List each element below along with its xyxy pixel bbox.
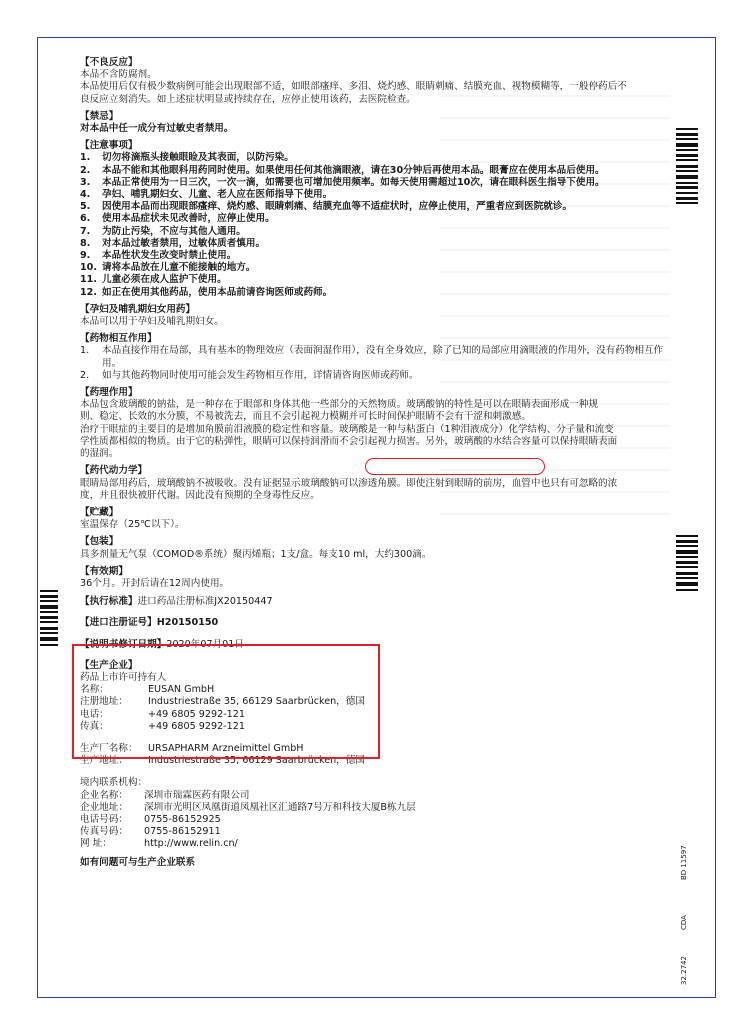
list-item: 9. 本品性状发生改变时禁止使用。 [80,250,237,262]
domestic-row: 电话号码： 0755-86152925 [80,813,221,825]
license-value: H20150150 [156,617,219,629]
adverse-heading: 【不良反应】 [80,57,138,68]
adverse-line: 本品不含防腐剂。 [80,69,157,81]
domestic-row: 网 址： http://www.relin.cn/ [80,838,238,850]
revision-heading: 【说明书修订日期】 [80,638,167,650]
domestic-row: 企业名称： 深圳市瑞霖医药有限公司 [80,789,250,801]
interaction-heading: 【药物相互作用】 [80,333,157,345]
pharmacokinetics-line: 眼睛局部用药后，玻璃酸钠不被吸收。没有证据显示玻璃酸钠可以渗透角膜。即使注射到眼睛的前房，血管中也只有可忽略的浓 [80,477,618,489]
side-code-cda: CDA [680,915,688,930]
license-row [80,617,670,629]
list-item: 12. 如正在使用其他药品，使用本品前请咨询医师或药师。 [80,286,333,298]
barcode-right-top [676,128,698,204]
holder-row: 注册地址： Industriestraße 35, 66129 Saarbrücken，德国 [80,696,365,708]
holder-row: 名称： EUSAN GmbH [80,684,215,696]
package-heading: 【包装】 [80,536,119,548]
list-item: 1. 本品直接作用在局部，具有基本的物理效应（表面润湿作用），没有全身效应，除了已知的局部应用滴眼液的作用外，没有药物相互作用。 [80,345,664,369]
standard-row [80,596,670,608]
highlight-box [72,644,380,759]
pharmacology-line: 则、稳定、长效的水分膜，不易被洗去，而且不会引起视力模糊并可长时间保护眼睛不会有干涩和刺激感。 [80,411,531,423]
barcode-left [40,590,58,646]
list-item: 11. 儿童必须在成人监护下使用。 [80,274,227,286]
validity-text: 36个月。开封后请在12周内使用。 [80,577,230,589]
notes-heading: 【注意事项】 [80,140,138,152]
pharmacokinetics-line: 度，并且很快被肝代谢。因此没有预期的全身毒性反应。 [80,489,320,501]
pharmacology-heading: 【药理作用】 [80,387,138,399]
interaction-list [80,345,670,382]
contact-footer: 如有问题可与生产企业联系 [80,856,196,868]
list-item: 5. 因使用本品而出现眼部瘙痒、烧灼感、眼睛刺痛、结膜充血等不适症状时，应停止使用，严重者应到医院就诊。 [80,201,573,213]
domestic-row: 传真号码： 0755-86152911 [80,826,221,838]
contra-text: 对本品中任一成分有过敏史者禁用。 [80,123,234,135]
pharmacology-line: 本品包含玻璃酸的钠盐，是一种存在于眼部和身体其他一些部分的天然物质。玻璃酸钠的特性是可以在眼睛表面形成一种规 [80,399,599,411]
list-item: 10. 请将本品放在儿童不能接触的地方。 [80,262,256,274]
pharmacology-line: 的湿润。 [80,448,119,460]
standard-value: 进口药品注册标准JX20150447 [137,596,273,608]
list-item: 2. 如与其他药物同时使用可能会发生药物相互作用，详情请咨询医师或药师。 [80,369,419,381]
notes-list [80,152,670,298]
license-heading: 【进口注册证号】 [80,617,157,629]
highlight-oval [365,458,545,475]
pharmacology-line: 学性质都相似的物质。由于它的粘弹性，眼睛可以保持润滑而不会引起视力损害。另外，玻璃酸的水结合容量可以保持眼睛表面 [80,435,618,447]
list-item: 2. 本品不能和其他眼科用药同时使用。如果使用任何其他滴眼液，请在30分钟后再使用本品。眼膏应在使用本品后使用。 [80,164,605,176]
pharmacokinetics-heading: 【药代动力学】 [80,465,148,477]
adverse-line: 良反应立刻消失。如上述症状明显或持续存在，应停止使用该药，去医院检查。 [80,93,416,105]
list-item: 6. 使用本品症状未见改善时，应停止使用。 [80,213,275,225]
domestic-heading: 境内联系机构： [80,777,148,789]
manufacturer-heading: 【生产企业】 [80,659,138,671]
list-item: 1. 切勿将滴瓶头接触眼睑及其表面，以防污染。 [80,152,294,164]
storage-heading: 【贮藏】 [80,506,119,518]
holder-label: 药品上市许可持有人 [80,671,167,683]
adverse-line: 本品使用后仅有极少数病例可能会出现眼部不适，如眼部瘙痒、多泪、烧灼感、眼睛刺痛、结膜充血、视物模糊等，一般停药后不 [80,81,627,93]
list-item: 4. 孕妇、哺乳期妇女、儿童、老人应在医师指导下使用。 [80,189,333,201]
pregnancy-heading: 【孕妇及哺乳期妇女用药】 [80,303,196,315]
side-code-bd: BD 11597 [680,845,688,880]
contra-heading: 【禁忌】 [80,110,119,122]
validity-heading: 【有效期】 [80,565,128,577]
domestic-row: 企业地址： 深圳市光明区凤凰街道凤凰社区汇通路7号万和科技大厦B栋九层 [80,801,416,813]
storage-text: 室温保存（25℃以下）。 [80,519,185,531]
producer-row: 生产厂名称： URSAPHARM Arzneimittel GmbH [80,742,304,754]
package-text: 具多剂量无气泵（COMOD®系统）聚丙烯瓶；1支/盒。每支10 ml，大约300滴。 [80,548,432,560]
side-code-number: 32.2742 [680,956,688,985]
list-item: 7. 为防止污染，不应与其他人通用。 [80,225,246,237]
pregnancy-text: 本品可以用于孕妇及哺乳期妇女。 [80,316,224,328]
standard-heading: 【执行标准】 [80,596,138,608]
holder-row: 电话： +49 6805 9292-121 [80,708,245,720]
barcode-right-bottom [676,535,698,591]
producer-row: 生产地址： Industriestraße 35, 66129 Saarbrücken，德国 [80,755,365,767]
list-item: 3. 本品正常使用为一日三次，一次一滴，如需要也可增加使用频率。如每天使用需超过10次，请在眼科医生指导下使用。 [80,176,605,188]
list-item: 8. 对本品过敏者禁用，过敏体质者慎用。 [80,237,266,249]
pharmacology-line: 治疗干眼症的主要目的是增加角膜前泪液膜的稳定性和容量。玻璃酸是一种与粘蛋白（1种泪液成分）化学结构、分子量和流变 [80,423,614,435]
holder-row: 传真： +49 6805 9292-121 [80,720,245,732]
revision-value: 2020年07月01日 [166,638,244,650]
